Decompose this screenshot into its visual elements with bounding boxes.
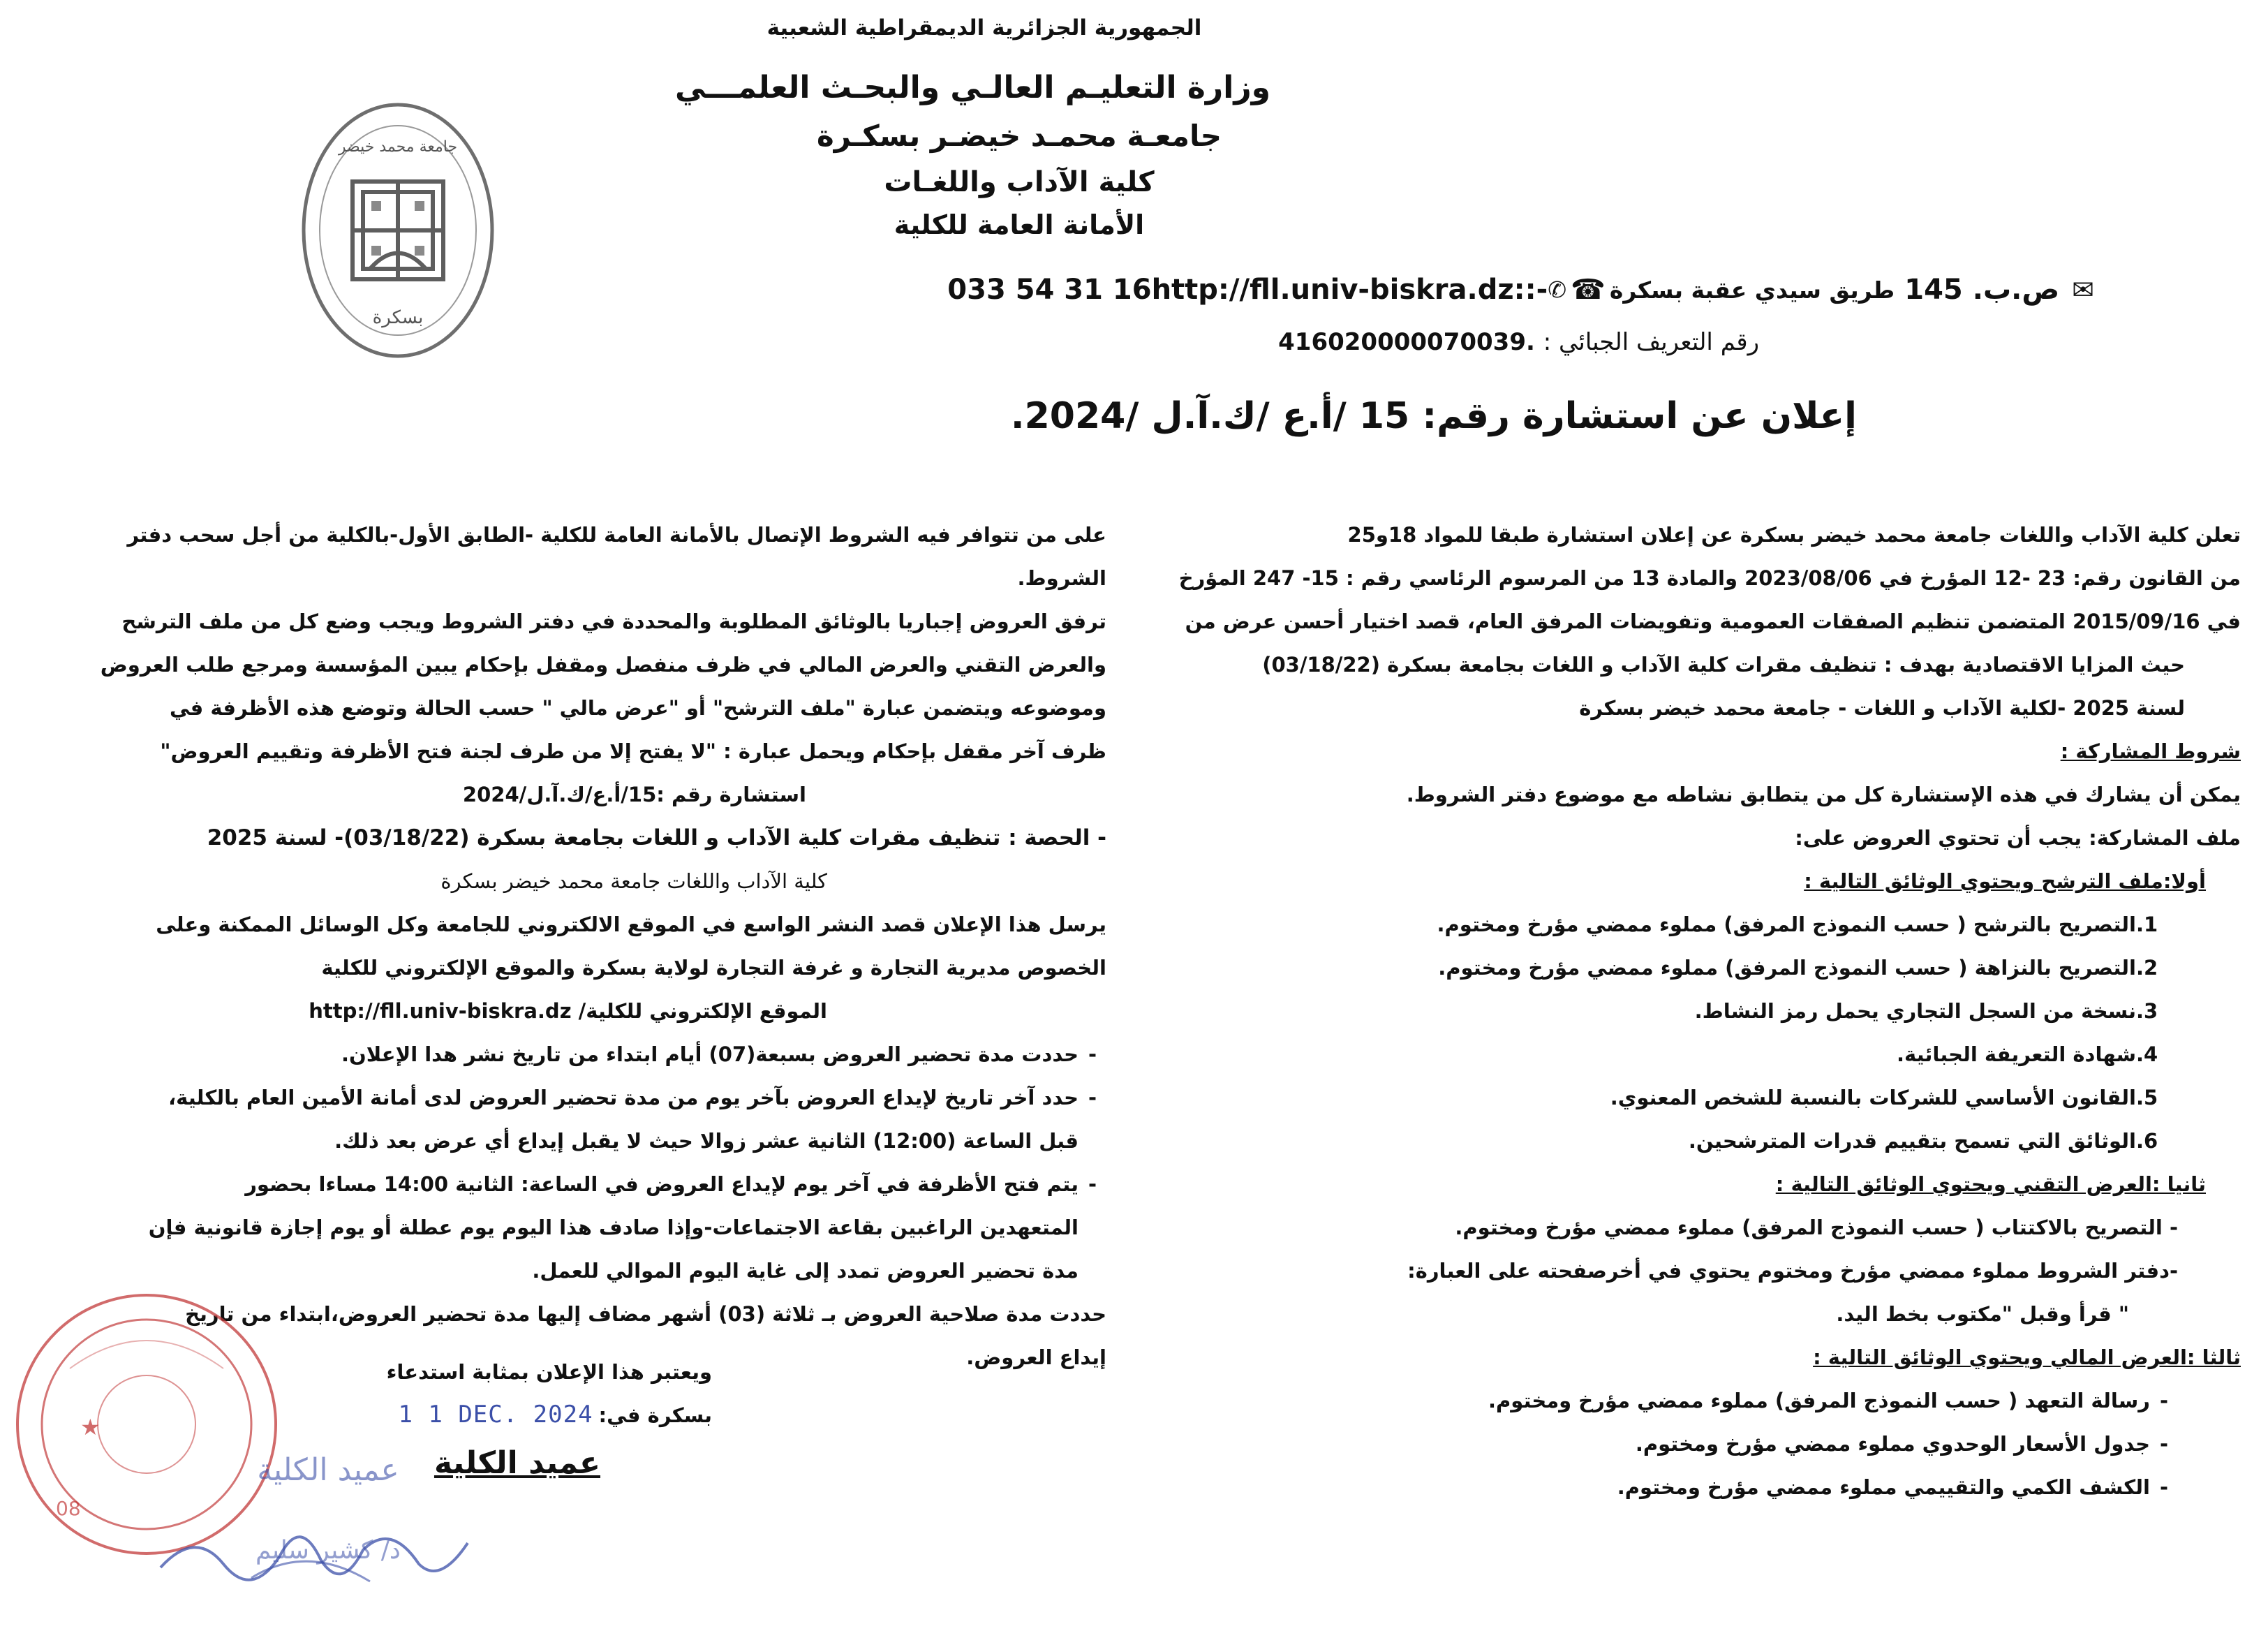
third-item-3-dash: - xyxy=(2159,1475,2169,1499)
bullet-3-line-3: مدة تحضير العروض تمدد إلى غاية اليوم الموالي للعمل. xyxy=(532,1259,1079,1283)
bullet-2-line-2: قبل الساعة (12:00) الثانية عشر زوالا حيث لا يقبل إيداع أي عرض بعد ذلك. xyxy=(334,1129,1079,1153)
intro-line-4: حيث المزايا الاقتصادية بهدف : تنظيف مقرات كلية الآداب و اللغات بجامعة بسكرة (03/18/22) xyxy=(1262,653,2185,677)
intro-line-2: من القانون رقم: 23 -12 المؤرخ في 2023/08/06 والمادة 13 من المرسوم الرئاسي رقم : 15- 247 المؤرخ xyxy=(1178,566,2241,590)
third-item-2-dash: - xyxy=(2159,1432,2169,1456)
validity-line-2: إيداع العروض. xyxy=(966,1345,1106,1369)
first-item-6 xyxy=(1145,1119,2241,1163)
p4-line-1: يرسل هذا الإعلان قصد النشر الواسع في الموقع الالكتروني للجامعة وكل الوسائل الممكنة وعلى xyxy=(156,913,1106,936)
intro-line-5: لسنة 2025 -لكلية الآداب و اللغات - جامعة محمد خيضر بسكرة xyxy=(1579,696,2185,720)
bullet-3 xyxy=(77,1163,1106,1206)
p1-line-1: على من تتوافر فيه الشروط الإتصال بالأمانة العامة للكلية -الطابق الأول-بالكلية من أجل سحب دفتر xyxy=(127,523,1106,547)
first-item-2-number: 2. xyxy=(2136,956,2158,980)
left-column xyxy=(77,513,1106,1379)
p2-line-3: وموضوعه ويتضمن عبارة "ملف الترشح" أو "عرض مالي " حسب الحالة وتوضع هذه الأظرفة في xyxy=(169,696,1106,720)
first-title: أولا:ملف الترشح ويحتوي الوثائق التالية : xyxy=(1804,869,2206,893)
right-column xyxy=(1145,513,2241,1509)
third-item-2-text: جدول الأسعار الوحدوي مملوء ممضي مؤرخ ومختوم. xyxy=(1635,1432,2150,1456)
third-item-3 xyxy=(1145,1466,2241,1509)
logo-bottom-text: بسكرة xyxy=(372,307,424,328)
tax-label: رقم التعريف الجبائي : xyxy=(1543,328,1759,356)
bullet-1 xyxy=(77,1033,1106,1076)
tax-line xyxy=(1187,328,1759,356)
file-text: ملف المشاركة: يجب أن تحتوي العروض على: xyxy=(1795,826,2241,850)
contact-tail: 033 54 31 16http://fll.univ-biskra.dz::- xyxy=(947,274,1548,306)
contact-prefix: ص.ب. xyxy=(1972,274,2060,306)
p3-line-2: كلية الآداب واللغات جامعة محمد خيضر بسكرة xyxy=(440,869,827,893)
first-item-5-text: القانون الأساسي للشركات بالنسبة للشخص المعنوي. xyxy=(1610,1086,2136,1109)
fax-icon: ✆ xyxy=(1548,276,1567,303)
third-item-1-dash: - xyxy=(2159,1389,2169,1412)
conditions-text: يمكن أن يشارك في هذه الإستشارة كل من يتطابق نشاطه مع موضوع دفتر الشروط. xyxy=(1406,783,2241,806)
third-item-2 xyxy=(1145,1422,2241,1466)
svg-text:08: 08 xyxy=(56,1497,81,1520)
first-item-4 xyxy=(1145,1033,2241,1076)
first-item-6-number: 6. xyxy=(2136,1129,2158,1153)
header-republic: الجمهورية الجزائرية الديمقراطية الشعبية xyxy=(766,15,1202,40)
second-item-3: " قرأ وقبل "مكتوب بخط اليد. xyxy=(1836,1302,2129,1326)
first-item-2-text: التصريح بالنزاهة ( حسب النموذج المرفق) مملوء ممضي مؤرخ ومختوم. xyxy=(1438,956,2136,980)
invitation-text: ويعتبر هذا الإعلان بمثابة استدعاء xyxy=(386,1360,712,1384)
tax-id: 416020000070039. xyxy=(1278,328,1535,356)
first-item-1 xyxy=(1145,903,2241,946)
first-item-4-text: شهادة التعريفة الجبائية. xyxy=(1897,1042,2136,1066)
conditions-title: شروط المشاركة : xyxy=(2060,739,2241,763)
third-title: ثالثا :العرض المالي ويحتوي الوثائق التالية : xyxy=(1813,1345,2241,1369)
first-item-1-number: 1. xyxy=(2136,913,2158,936)
p4-line-2: الخصوص مديرية التجارة و غرفة التجارة لولاية بسكرة والموقع الإلكتروني للكلية xyxy=(321,956,1106,980)
header-ministry: وزارة التعليـم العالـي والبحـث العلمـــي xyxy=(674,70,1270,105)
header-university: جامعـة محمـد خيضـر بسكـرة xyxy=(817,119,1222,153)
phone-icon: ☎ xyxy=(1571,274,1606,306)
first-item-3 xyxy=(1145,989,2241,1033)
svg-text:★: ★ xyxy=(80,1414,101,1440)
p2-line-1: ترفق العروض إجباريا بالوثائق المطلوبة والمحددة في دفتر الشروط ويجب وضع كل من ملف الترشح xyxy=(121,610,1106,633)
second-item-2: -دفتر الشروط مملوء ممضي مؤرخ ومختوم يحتوي في أخرصفحته على العبارة: xyxy=(1407,1259,2178,1283)
contact-po-box: 145 xyxy=(1904,274,1963,306)
validity-line-1: حددت مدة صلاحية العروض بـ ثلاثة (03) أشهر مضاف إليها مدة تحضير العروض،ابتداء من تاريخ xyxy=(185,1302,1106,1326)
bullet-1-line-1: حددت مدة تحضير العروض بسبعة(07) أيام ابتداء من تاريخ نشر هدا الإعلان. xyxy=(341,1042,1079,1066)
envelope-icon: ✉ xyxy=(2072,274,2094,305)
first-item-4-number: 4. xyxy=(2136,1042,2158,1066)
first-item-2 xyxy=(1145,946,2241,989)
logo-top-text: جامعة محمد خيضر xyxy=(338,138,458,156)
bullet-3-dash: - xyxy=(1088,1172,1097,1196)
bullet-1-dash: - xyxy=(1088,1042,1097,1066)
p1-line-2: الشروط. xyxy=(1017,566,1106,590)
first-item-6-text: الوثائق التي تسمح بتقييم قدرات المترشحين. xyxy=(1688,1129,2136,1153)
p3-line-1: - الحصة : تنظيف مقرات كلية الآداب و اللغات بجامعة بسكرة (03/18/22)- لسنة 2025 xyxy=(207,825,1106,850)
second-title: ثانيا :العرض التقني ويحتوي الوثائق التالية : xyxy=(1775,1172,2206,1196)
p2-line-2: والعرض التقني والعرض المالي في ظرف منفصل ومقفل بإحكام يبين المؤسسة ومرجع طلب العروض xyxy=(100,653,1106,677)
header-faculty: كلية الآداب واللغـات xyxy=(884,166,1155,198)
second-item-1: - التصريح بالاكتتاب ( حسب النموذج المرفق) مملوء ممضي مؤرخ ومختوم. xyxy=(1455,1216,2178,1239)
bullet-2-line-1: حدد آخر تاريخ لإيداع العروض بآخر يوم من مدة تحضير العروض لدى أمانة الأمين العام بالكلية، xyxy=(168,1086,1079,1109)
intro-line-3: في 2015/09/16 المتضمن تنظيم الصفقات العمومية وتفويضات المرفق العام، قصد اختيار أحسن عرض من xyxy=(1185,610,2241,633)
first-item-1-text: التصريح بالترشح ( حسب النموذج المرفق) مملوء ممضي مؤرخ ومختوم. xyxy=(1437,913,2136,936)
bullet-2 xyxy=(77,1076,1106,1119)
dean-title: عميد الكلية xyxy=(433,1445,600,1481)
contact-line xyxy=(859,272,2094,307)
bullet-2-dash: - xyxy=(1088,1086,1097,1109)
signature-name: د/ كشير سليم xyxy=(255,1536,401,1565)
p4-line-3: الموقع الإلكتروني للكلية/ http://fll.univ-biskra.dz xyxy=(309,999,827,1023)
announcement-title: إعلان عن استشارة رقم: 15 /أ.ع /ك.آ.ل /2024. xyxy=(1010,395,1857,437)
first-item-5 xyxy=(1145,1076,2241,1119)
p2-line-4: ظرف آخر مقفل بإحكام ويحمل عبارة : "لا يفتح إلا من طرف لجنة فتح الأظرفة وتقييم العروض" xyxy=(160,739,1106,763)
third-item-3-text: الكشف الكمي والتقييمي مملوء ممضي مؤرخ ومختوم. xyxy=(1617,1475,2150,1499)
third-item-1 xyxy=(1145,1379,2241,1422)
bullet-3-line-1: يتم فتح الأظرفة في آخر يوم لإيداع العروض في الساعة: الثانية 14:00 مساءا بحضور xyxy=(245,1172,1079,1196)
intro-line-1: تعلن كلية الآداب واللغات جامعة محمد خيضر بسكرة عن إعلان استشارة طبقا للمواد 18و25 xyxy=(1347,523,2241,547)
first-item-5-number: 5. xyxy=(2136,1086,2158,1109)
place-date-label: بسكرة في: xyxy=(598,1403,712,1427)
contact-address: طريق سيدي عقبة بسكرة xyxy=(1609,276,1895,304)
header-secretariat: الأمانة العامة للكلية xyxy=(894,209,1145,240)
third-item-1-text: رسالة التعهد ( حسب النموذج المرفق) مملوء ممضي مؤرخ ومختوم. xyxy=(1488,1389,2150,1412)
p2-line-5: استشارة رقم :15/أ.ع/ك.آ.ل/2024 xyxy=(462,783,806,806)
stamped-date: 1 1 DEC. 2024 xyxy=(398,1401,593,1429)
first-item-3-text: نسخة من السجل التجاري يحمل رمز النشاط. xyxy=(1694,999,2136,1023)
dean-stamp: عميد الكلية xyxy=(257,1452,399,1488)
bullet-3-line-2: المتعهدين الراغبين بقاعة الاجتماعات-وإذا صادف هذا اليوم يوم عطلة أو يوم إجازة قانونية فإن xyxy=(148,1216,1079,1239)
first-item-3-number: 3. xyxy=(2136,999,2158,1023)
university-logo xyxy=(293,98,503,363)
